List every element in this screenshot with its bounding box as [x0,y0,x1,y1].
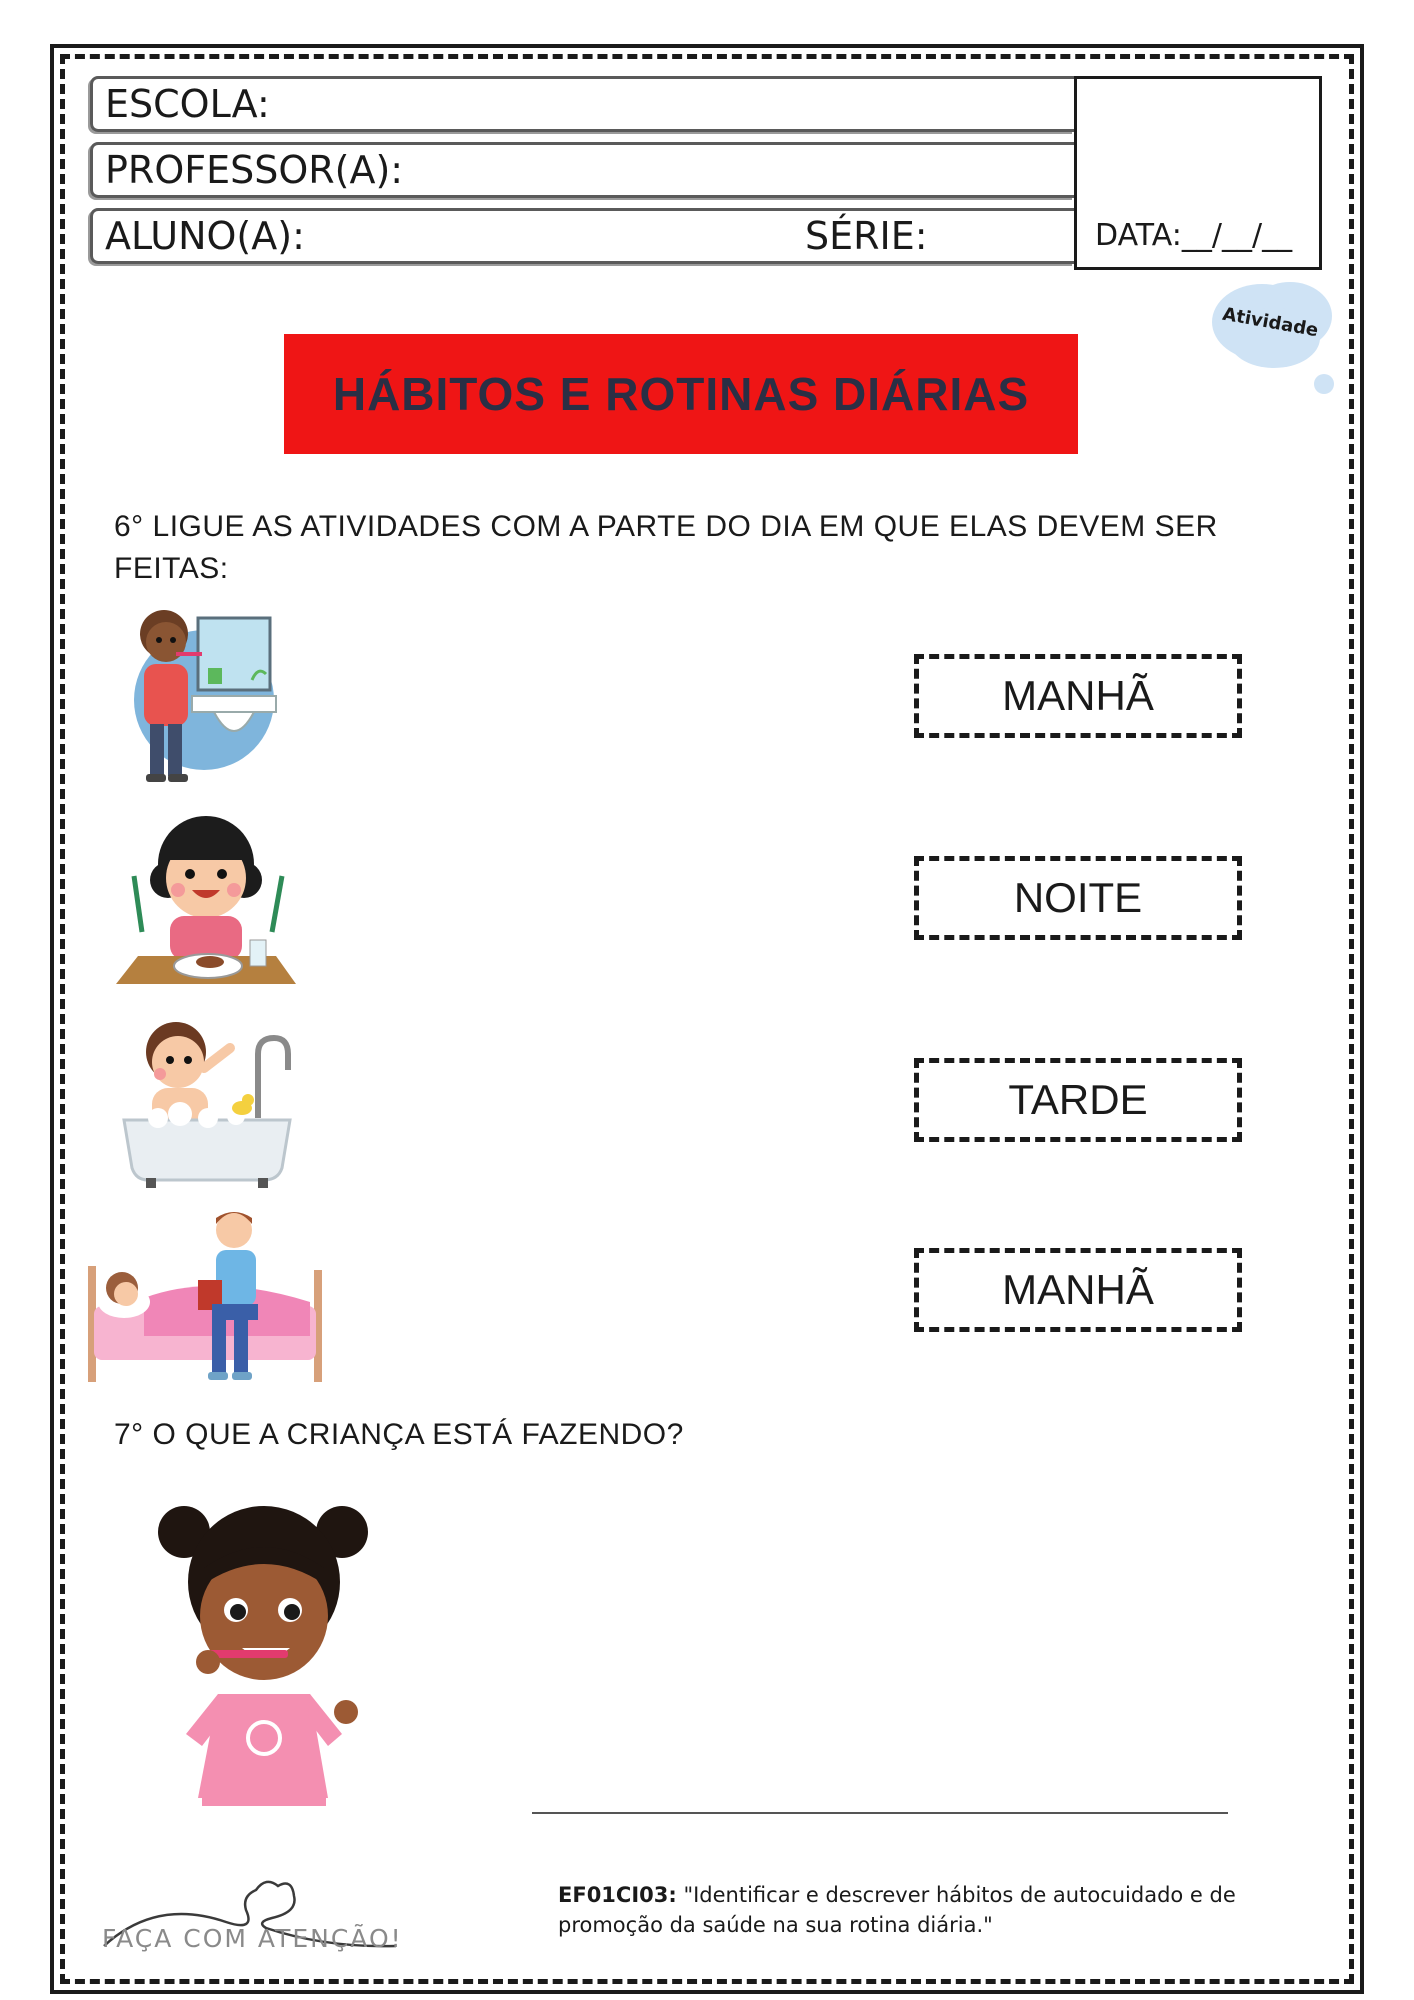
date-box[interactable] [1074,76,1322,270]
aluno-label: ALUNO(A): [105,214,305,258]
option-box-2[interactable] [914,856,1242,940]
escola-label: ESCOLA: [105,82,270,126]
question-7-text: 7° O QUE A CRIANÇA ESTÁ FAZENDO? [114,1418,684,1451]
question-6-text: 6° LIGUE AS ATIVIDADES COM A PARTE DO DIA EM QUE ELAS DEVEM SER FEITAS: [114,510,1218,585]
atividade-badge-label: Atividade [1220,303,1320,342]
option-box-1[interactable] [914,654,1242,738]
boy-brushing-teeth-icon [122,600,292,790]
option-box-3[interactable] [914,1058,1242,1142]
professor-label: PROFESSOR(A): [105,148,404,192]
logo-text: FAÇA COM ATENÇÃO! [102,1924,403,1953]
option-box-4[interactable] [914,1248,1242,1332]
page-title: HÁBITOS E ROTINAS DIÁRIAS [332,368,1030,420]
girl-brushing-teeth-icon [158,1498,372,1818]
date-label: DATA:__/__/__ [1095,218,1293,253]
option-label-4: MANHÃ [1002,1266,1154,1313]
option-label-3: TARDE [1008,1076,1148,1123]
cloud-badge-icon [1204,272,1344,396]
footer-skill-text [558,1880,1318,1940]
answer-line[interactable] [532,1812,1228,1814]
option-label-1: MANHÃ [1002,672,1154,719]
skill-code: EF01CI03: [558,1883,677,1907]
skill-description: "Identificar e descrever hábitos de autocuidado e de promoção da saúde na sua rotina diária." [558,1883,1236,1937]
option-label-2: NOITE [1013,874,1143,921]
escola-field[interactable] [90,76,1074,132]
title-banner [284,334,1078,454]
serie-label: SÉRIE: [805,214,928,258]
professor-field[interactable] [90,142,1074,198]
aluno-field[interactable] [90,208,1074,264]
child-bathing-icon [118,1008,296,1190]
bedtime-story-icon [84,1206,330,1384]
girl-eating-icon [112,806,302,992]
